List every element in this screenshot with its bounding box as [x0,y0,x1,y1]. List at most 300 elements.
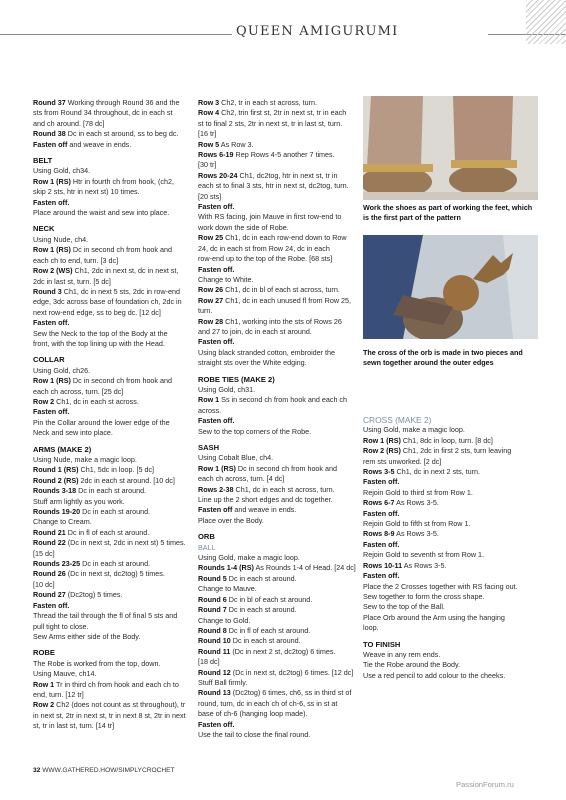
instruction-step-label: Row 1 [198,395,220,405]
instruction-line [198,574,356,584]
instruction-text: Dc in each st around. [80,507,151,517]
instruction-step-label: Row 2 [33,396,55,406]
instruction-step-label: Round 26 [33,569,66,579]
instruction-line [198,668,356,678]
instruction-text: Using Gold, make a magic loop. [198,553,300,563]
instruction-text: and weave in ends. [232,505,297,515]
section-heading: ROBE TIES (MAKE 2) [198,374,275,384]
instruction-line [33,98,191,108]
instruction-line [198,244,356,254]
instruction-line [198,626,356,636]
instruction-line [198,181,356,191]
instruction-line [198,505,356,515]
page-number: 32 [33,767,41,774]
instruction-line [33,428,191,438]
instruction-line [33,266,191,276]
instruction-line [363,498,533,508]
instruction-line [33,387,191,397]
instruction-text: Ch1, dc in bl of each st across, turn. [223,285,340,295]
instruction-line [33,245,191,255]
instruction-step-label: Round 6 [198,594,227,604]
instruction-line [198,516,356,526]
pattern-section [33,445,191,643]
instruction-step-label: Fasten off. [198,337,235,347]
instruction-line [33,119,191,129]
instruction-line [33,669,191,679]
instruction-line [33,517,191,527]
instruction-text: next row-end edge, ss to beg dc. [12 dc] [33,307,161,317]
instruction-text: Using Gold, ch34. [33,166,91,176]
instruction-text: Using Cobalt Blue, ch4. [198,453,274,463]
instruction-text: The Robe is worked from the top, down. [33,658,161,668]
instruction-line [33,287,191,297]
instruction-text: (Dc in next st, 2dc in next st) 5 times. [65,538,186,548]
instruction-step-label: Round 3 [33,286,62,296]
instruction-step-label: Rounds 19-20 [33,507,81,517]
column-3 [363,409,533,681]
instruction-text: and 27 to join, dc in each st around. [198,326,312,336]
instruction-text: Using Nude, make a magic loop. [33,455,137,464]
instruction-text: Using black stranded cotton, embroider the [198,347,336,357]
instruction-text: Change to Cream. [33,517,92,527]
instruction-text: Tie the Robe around the Body. [363,660,461,670]
page-header [0,0,566,44]
instruction-line [198,406,356,416]
instruction-text: Dc in second ch from hook and [235,463,338,473]
instruction-line [198,254,356,264]
instruction-text: Ch1, dc in each unused fl from Row 25, [223,295,352,305]
instruction-step-label: Rounds 23-25 [33,559,81,569]
section-heading: ROBE [33,648,55,658]
instruction-step-label: Row 1 [33,679,55,689]
instruction-line [363,519,533,529]
instruction-line [198,485,356,495]
instruction-step-label: Rounds 1-4 (RS) [198,563,254,573]
instruction-line [198,223,356,233]
instruction-line [198,385,356,395]
instruction-step-label: Fasten off. [33,600,70,610]
instruction-line [33,528,191,538]
pattern-section [33,98,191,150]
instruction-text: Htr in fourth ch from hook, (ch2, [70,176,174,186]
instruction-text: Sew to the top corners of the Robe. [198,426,312,436]
instruction-text: As Rows 3-5. [394,529,439,539]
instruction-line [33,397,191,407]
instruction-text: loop. [363,623,379,633]
instruction-line [33,256,191,266]
instruction-step-label: Row 1 (RS) [198,463,236,473]
instruction-line [198,730,356,740]
pattern-section [33,224,191,349]
instruction-line [33,569,191,579]
pattern-section [363,640,533,682]
pattern-section [198,375,356,437]
instruction-text: base of ch-6 (hanging loop made). [198,709,308,719]
instruction-text: [20 sts] [198,191,222,201]
instruction-line [363,436,533,446]
instruction-line [363,446,533,456]
instruction-text: straight sts over the White edging. [198,358,307,368]
instruction-line [33,108,191,118]
instruction-text: st to final 2 sts, 2tr in next st, tr in last st, turn. [198,118,343,128]
instruction-line [198,688,356,698]
instruction-line [198,395,356,405]
instruction-line [363,650,533,660]
instruction-text: [30 tr] [198,160,217,170]
instruction-line [198,657,356,667]
instruction-text: each ch across, turn. [25 dc] [33,386,124,396]
instruction-text: As Row 3. [219,139,254,149]
instruction-step-label: Rows 10-11 [363,560,403,570]
instruction-line [33,580,191,590]
instruction-line [33,166,191,176]
instruction-line [363,561,533,571]
instruction-step-label: Fasten off. [33,318,70,328]
instruction-text: [10 dc] [33,579,55,589]
instruction-text: Rejoin Gold to seventh st from Row 1. [363,550,485,560]
instruction-line [198,140,356,150]
instruction-line [363,602,533,612]
instruction-line [198,119,356,129]
instruction-step-label: Round 27 [33,590,66,600]
instruction-text: Sew the Neck to the top of the Body at the [33,328,168,338]
instruction-step-label: Rows 6-19 [198,150,234,160]
instruction-text: Using Gold, ch26. [33,365,91,375]
instruction-text: Pin the Collar around the lower edge of the [33,417,170,427]
instruction-text: turn. [198,306,213,316]
instruction-text: Using Nude, ch4. [33,234,89,244]
section-heading: CROSS (MAKE 2) [363,415,432,425]
instruction-text: Use a red pencil to add colour to the cheeks. [363,670,506,680]
instruction-text: Using Gold, ch31. [198,384,256,394]
instruction-text: Dc in each st around. [80,559,151,569]
instruction-text: in next st, 2tr in next st, tr in next 8 st, 2tr in next [33,710,186,720]
instruction-line [198,678,356,688]
instruction-line [33,465,191,475]
instruction-line [198,605,356,615]
instruction-line [198,327,356,337]
instruction-step-label: Row 4 [198,108,220,118]
instruction-line [363,509,533,519]
pattern-section [33,355,191,438]
instruction-step-label: Row 1 (RS) [33,376,71,386]
instruction-text: st, tr in last st, turn. [14 tr] [33,721,115,731]
instruction-line [33,235,191,245]
instruction-step-label: Round 21 [33,527,66,537]
instruction-text: Place Orb around the Arm using the hanging [363,612,505,622]
instruction-text: Weave in any rem ends. [363,649,441,659]
instruction-text: Dc in each st around. [230,636,301,646]
instruction-line [363,660,533,670]
instruction-text: Stuff arm lightly as you work. [33,496,125,506]
instruction-text: Ch1, dc2tog, htr in next st, tr in [237,170,338,180]
instruction-text: Ch2, trin first st, 2tr in next st, tr in each [219,108,347,118]
instruction-line [198,202,356,212]
section-heading: ARMS (MAKE 2) [33,444,92,454]
instruction-text: front, with the top lining up with the Head. [33,338,165,348]
instruction-text: Use the tail to close the final round. [198,729,311,739]
instruction-step-label: Fasten off. [198,719,235,729]
instruction-line [33,680,191,690]
instruction-text: Ch1, 5dc in loop. [5 dc] [78,465,155,475]
instruction-text: With RS facing, join Mauve in first row-end to [198,212,342,222]
instruction-text: Sew Arms either side of the Body. [33,631,141,641]
instruction-step-label: Round 8 [198,625,227,635]
instruction-text: Rejoin Gold to fifth st from Row 1. [363,519,471,529]
page-footer [33,767,175,774]
instruction-text: Neck and sew into place. [33,428,113,438]
instruction-line [198,416,356,426]
instruction-text: Place the 2 Crosses together with RS facing out. [363,581,518,591]
instruction-line [198,337,356,347]
instruction-step-label: Fasten off. [363,508,400,518]
instruction-step-label: Rounds 3-18 [33,486,77,496]
instruction-text: Line up the 2 short edges and dc together. [198,495,333,505]
instruction-text: Change to Gold. [198,615,251,625]
instruction-text: (Dc2tog) 5 times. [65,590,123,600]
instruction-line [33,601,191,611]
instruction-text: rem sts unworked. [2 dc] [363,456,442,466]
instruction-step-label: Round 1 (RS) [33,465,79,475]
section-subheading: BALL [198,542,216,552]
instruction-line [198,171,356,181]
pattern-section [198,98,356,369]
instruction-line [198,495,356,505]
instruction-text: Ch1, working into the sts of Rows 26 [223,316,342,326]
instruction-text: Dc in bl of each st around. [226,594,313,604]
instruction-line [198,160,356,170]
instruction-text: Dc in each st around. [76,486,147,496]
instruction-line [198,265,356,275]
instruction-step-label: Rows 20-24 [198,170,238,180]
instruction-text: (Dc in next 2 st, dc2tog) 6 times. [230,646,336,656]
instruction-line [198,212,356,222]
section-heading: TO FINISH [363,639,401,649]
instruction-step-label: Round 11 [198,646,231,656]
instruction-step-label: Fasten off. [198,416,235,426]
instruction-step-label: Row 2 (WS) [33,266,73,276]
instruction-step-label: Round 38 [33,129,66,139]
instruction-line [33,277,191,287]
instruction-text: Working through Round 36 and the [65,98,180,107]
instruction-line [198,699,356,709]
instruction-line [198,647,356,657]
instruction-text: each st to final 3 sts, htr in next st, dc2tog, turn. [198,181,349,191]
instruction-text: across. [198,405,222,415]
instruction-text: and ch around. [78 dc] [33,118,105,128]
instruction-line [198,709,356,719]
instruction-text: skip 2 sts, htr in next st) 10 times. [33,187,140,197]
pattern-section [198,443,356,526]
instruction-line [33,140,191,150]
instruction-line [33,339,191,349]
orb-photo [363,235,538,339]
instruction-line [33,497,191,507]
instruction-line [198,275,356,285]
instruction-step-label: Round 10 [198,636,231,646]
instruction-line [198,285,356,295]
pattern-section [33,156,191,218]
instruction-text: (Dc in next st, dc2tog) 5 times. [65,569,165,579]
instruction-text: sts from Round 34 throughout, dc in each st [33,108,173,118]
instruction-line [363,671,533,681]
instruction-line [198,306,356,316]
instruction-line [198,464,356,474]
shoes-photo-caption: Work the shoes as part of working the feet, which is the first part of the pattern [363,203,533,222]
instruction-line [198,474,356,484]
instruction-line [198,636,356,646]
instruction-step-label: Row 2 [33,700,55,710]
instruction-line [33,198,191,208]
instruction-text: Ch2, tr in each st across, turn. [219,98,318,107]
header-stripe-decoration [526,0,566,44]
instruction-line [198,358,356,368]
section-heading: COLLAR [33,355,65,365]
instruction-line [198,348,356,358]
instruction-line [33,507,191,517]
instruction-line [33,318,191,328]
instruction-step-label: Fasten off. [33,197,70,207]
instruction-line [33,622,191,632]
footer-website: WWW.GATHERED.HOW/SIMPLYCROCHET [42,767,175,774]
instruction-text: Rejoin Gold to third st from Row 1. [363,487,473,497]
instruction-line [363,457,533,467]
instruction-step-label: Round 7 [198,605,227,615]
instruction-text: edge, 3dc across base of foundation ch, 2dc in [33,297,182,307]
instruction-text: Dc in fl of each st around. [65,527,150,537]
instruction-text: Ch1, dc in each st across. [54,396,139,406]
instruction-text: Ch1, dc in each st across, turn. [233,484,335,494]
section-heading: ORB [198,532,215,542]
instruction-line [33,407,191,417]
instruction-text: [16 tr] [198,129,217,139]
instruction-text: Thread the tail through the fl of final 5 sts and [33,611,178,621]
column-2 [198,98,356,740]
instruction-step-label: Round 13 [198,688,231,698]
instruction-line [33,329,191,339]
instruction-line [33,559,191,569]
instruction-text: work down the side of Robe. [198,222,289,232]
pattern-section [198,532,356,740]
instruction-line [198,616,356,626]
instruction-text: Ch1, dc in next 2 sts, turn. [394,467,481,477]
instruction-step-label: Round 2 (RS) [33,475,79,485]
instruction-line [33,486,191,496]
instruction-text: row-end up to the top of the Robe. [68 sts] [198,254,333,264]
instruction-line [198,584,356,594]
instruction-text: Stuff Ball firmly. [198,677,248,687]
instruction-text: end, turn. [12 tr] [33,689,84,699]
instruction-step-label: Round 22 [33,538,66,548]
instruction-line [33,308,191,318]
instruction-line [198,563,356,573]
instruction-line [33,700,191,710]
instruction-text: Place over the Body. [198,515,264,525]
instruction-line [33,632,191,642]
instruction-line [198,192,356,202]
instruction-line [33,711,191,721]
instruction-line [33,208,191,218]
instruction-line [198,108,356,118]
instruction-line [363,592,533,602]
instruction-step-label: Rows 2-38 [198,484,234,494]
instruction-step-label: Round 37 [33,98,66,107]
instruction-step-label: Row 27 [198,295,224,305]
instruction-step-label: Fasten off. [33,407,70,417]
instruction-text: Ss in second ch from hook and each ch [219,395,348,405]
instruction-text: Ch1, 2dc in next st, dc in next st, [72,266,179,276]
instruction-line [33,376,191,386]
instruction-text: Ch1, 2dc in first 2 sts, turn leaving [400,446,512,456]
instruction-text: round, turn, dc in each ch of ch-6, ss in st at [198,698,338,708]
instruction-text: (Dc in next st, dc2tog) 6 times. [12 dc] [230,667,354,677]
instruction-step-label: Round 5 [198,573,227,583]
header-rule [0,34,232,35]
instruction-text: Ch2 (does not count as st throughout), tr [54,700,186,710]
instruction-text: pull tight to close. [33,621,89,631]
instruction-text: Dc in second ch from hook and [70,245,173,255]
instruction-text: Sew to the top of the Ball. [363,602,445,612]
instruction-step-label: Row 2 (RS) [363,446,401,456]
instruction-text: each ch across, turn. [4 dc] [198,474,285,484]
instruction-line [33,538,191,548]
instruction-step-label: Round 12 [198,667,231,677]
section-heading: SASH [198,443,220,452]
instruction-text: 24, dc in each st from Row 24, dc in each [198,243,330,253]
instruction-text: Dc in each st around, ss to beg dc. [65,129,179,139]
instruction-line [198,150,356,160]
instruction-text: Using Gold, make a magic loop. [363,425,465,435]
instruction-line [33,549,191,559]
instruction-text: Dc in fl of each st around. [226,625,311,635]
magazine-section-title: QUEEN AMIGURUMI [236,24,399,39]
instruction-step-label: Row 3 [198,98,220,107]
orb-photo-caption: The cross of the orb is made in two pieces and sewn together around the outer edges [363,348,523,367]
instruction-line [33,187,191,197]
instruction-text: Dc in each st around. [226,573,297,583]
instruction-step-label: Row 26 [198,285,224,295]
instruction-line [198,595,356,605]
instruction-text: As Rows 3-5. [394,498,439,508]
instruction-text: Change to Mauve. [198,584,257,594]
instruction-text: Dc in second ch from hook and [70,376,173,386]
instruction-text: Ch1, dc in next 5 sts, 2dc in row-end [61,286,181,296]
instruction-step-label: Fasten off. [198,264,235,274]
instruction-step-label: Row 1 (RS) [33,245,71,255]
instruction-line [33,177,191,187]
instruction-text: Rep Rows 4-5 another 7 times. [233,150,335,160]
instruction-line [363,477,533,487]
instruction-step-label: Fasten off. [363,477,400,487]
instruction-line [33,129,191,139]
instruction-line [363,613,533,623]
instruction-text: (Dc2tog) 6 times, ch6, ss in third st of [230,688,352,698]
instruction-line [198,317,356,327]
instruction-text: Tr in third ch from hook and each ch to [54,679,179,689]
instruction-line [198,129,356,139]
instruction-text: Place around the waist and sew into place. [33,208,170,218]
instruction-step-label: Row 5 [198,139,220,149]
pattern-section [33,648,191,731]
instruction-text: Dc in each st around. [226,605,297,615]
instruction-line [363,550,533,560]
instruction-step-label: Row 28 [198,316,224,326]
instruction-line [33,297,191,307]
instruction-step-label: Fasten off. [198,202,235,212]
watermark: PassionForum.ru [456,780,514,789]
instruction-step-label: Fasten off [33,139,68,149]
instruction-line [363,623,533,633]
